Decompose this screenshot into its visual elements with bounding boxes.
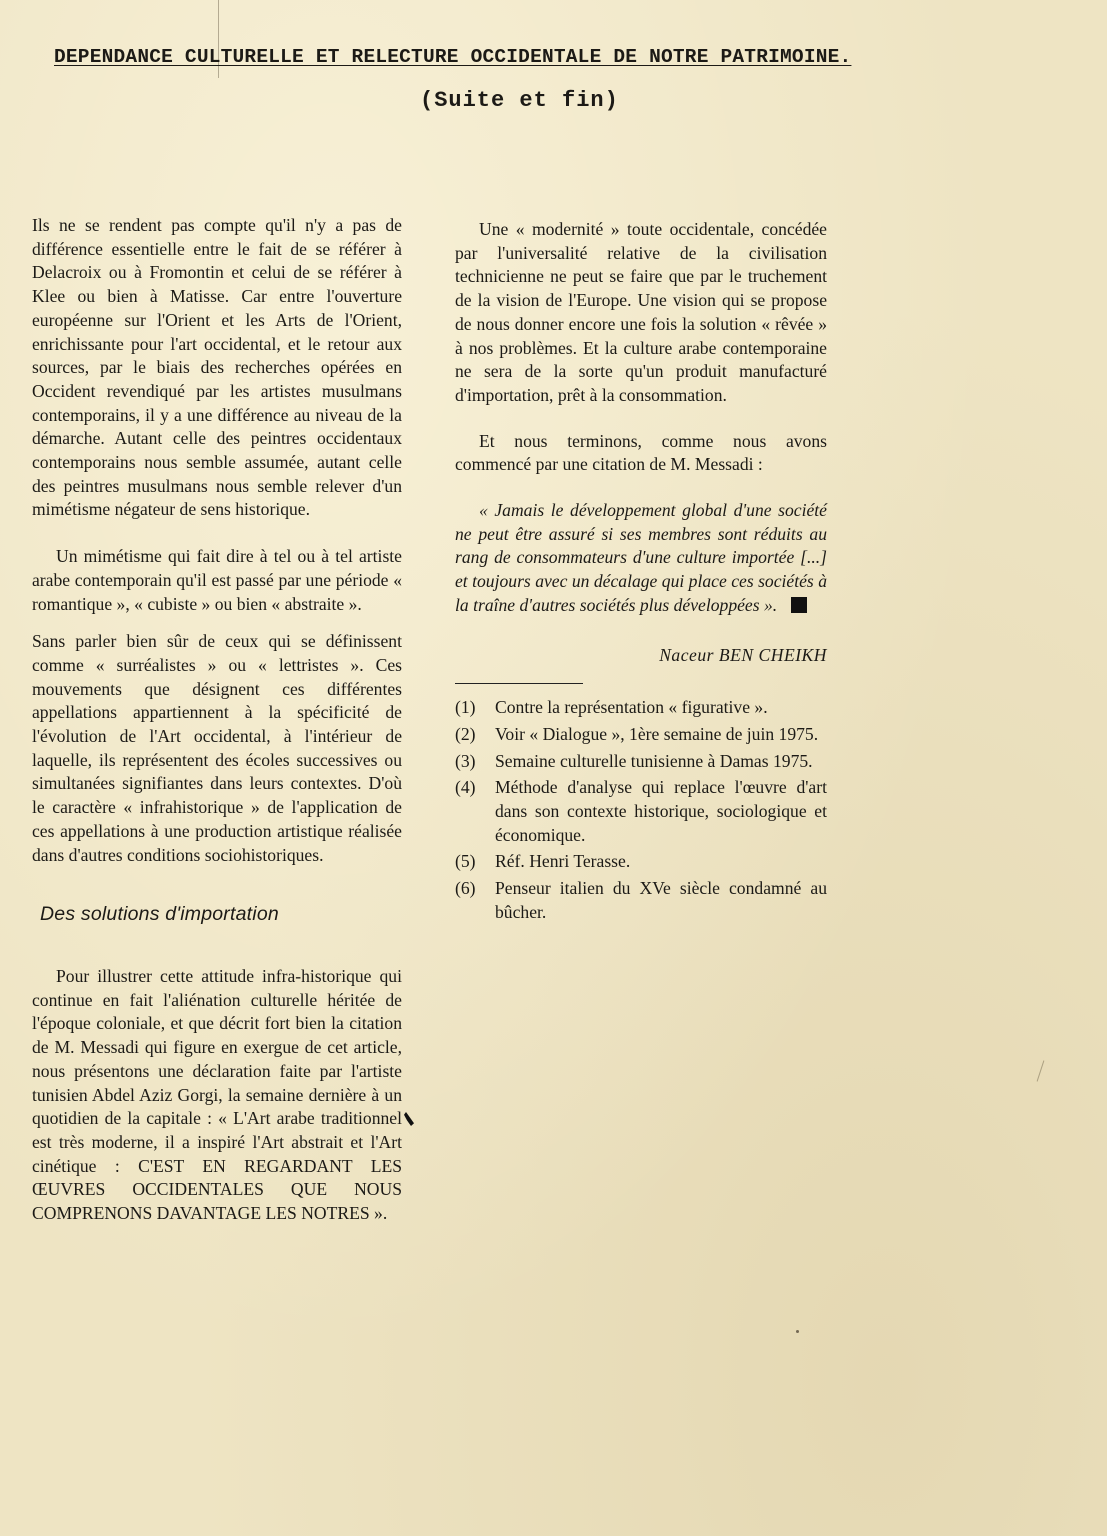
footnote-text: Réf. Henri Terasse. <box>495 851 631 872</box>
footnote-number: (3) <box>455 750 476 771</box>
footnote-item <box>455 877 827 924</box>
left-paragraph-2: Un mimétisme qui fait dire à tel ou à tel artiste arabe contemporain qu'il est passé par une période « romantique », « cubiste » ou bien « abstraite ». <box>32 546 402 614</box>
footnote-text: Semaine culturelle tunisienne à Damas 1975. <box>495 750 813 771</box>
footnote-item <box>455 750 827 774</box>
footnotes-list <box>455 696 827 924</box>
article-subtitle: (Suite et fin) <box>420 88 619 113</box>
ink-speck <box>404 1112 414 1126</box>
footnote-text: Penseur italien du XVe siècle condamné au bûcher. <box>495 878 827 922</box>
right-paragraph-2: Et nous terminons, comme nous avons commencé par une citation de M. Messadi : <box>455 430 827 475</box>
footnote-divider <box>455 683 583 684</box>
footnote-text: Méthode d'analyse qui replace l'œuvre d'art dans son contexte historique, sociologique et économique. <box>495 777 827 845</box>
left-paragraph-3: Sans parler bien sûr de ceux qui se définissent comme « surréalistes » ou « lettristes ». Ces mouvements que désignent ces différentes appellations appartiennent à la spécificité de l'évolution de l'Art occidental, à l'intérieur de laquelle, ils représentent des écoles successives ou simultanées signifiantes dans leurs contextes. D'où le caractère « infrahistorique » de l'application de ces appellations à une production artistique réalisée dans d'autres conditions sociohistoriques. <box>32 631 402 865</box>
footnote-item <box>455 850 827 874</box>
article-title: DEPENDANCE CULTURELLE ET RELECTURE OCCIDENTALE DE NOTRE PATRIMOINE. <box>54 46 852 68</box>
right-column <box>455 218 827 925</box>
footnote-number: (1) <box>455 697 476 718</box>
section-heading: Des solutions d'importation <box>40 903 279 926</box>
paper-dot <box>796 1330 799 1333</box>
paper-scratch <box>1037 1060 1045 1081</box>
left-paragraph-4: Pour illustrer cette attitude infra-historique qui continue en fait l'aliénation culturelle héritée de l'époque coloniale, et que décrit fort bien la citation de M. Messadi qui figure en exergue de cet article, nous présentons une déclaration faite par l'artiste tunisien Abdel Aziz Gorgi, la semaine dernière à un quotidien de la capitale : « L'Art arabe traditionnel est très moderne, il a inspiré l'Art abstrait et l'Art cinétique : C'EST EN REGARDANT LES ŒUVRES OCCIDENTALES QUE NOUS COMPRENONS DAVANTAGE LES NOTRES ». <box>32 965 402 1224</box>
author-signature: Naceur BEN CHEIKH <box>659 644 827 665</box>
footnote-number: (6) <box>455 878 476 899</box>
end-of-article-mark <box>791 597 807 613</box>
footnote-number: (4) <box>455 777 476 798</box>
left-column <box>32 214 402 1226</box>
footnote-text: Contre la représentation « figurative ». <box>495 697 768 718</box>
closing-quote <box>455 499 827 618</box>
footnote-number: (5) <box>455 851 476 872</box>
footnote-item <box>455 776 827 847</box>
footnote-item <box>455 723 827 747</box>
right-paragraph-1: Une « modernité » toute occidentale, concédée par l'universalité relative de la civilisation technicienne ne peut se faire que par le truchement de la vision de l'Europe. Une vision qui se propose de nous donner encore une fois la solution « rêvée » à nos problèmes. Et la culture arabe contemporaine ne sera de la sorte qu'un produit manufacturé d'importation, prêt à la consommation. <box>455 219 827 405</box>
footnote-item <box>455 696 827 720</box>
footnote-text: Voir « Dialogue », 1ère semaine de juin 1975. <box>495 723 819 744</box>
left-paragraph-1: Ils ne se rendent pas compte qu'il n'y a pas de différence essentielle entre le fait de se référer à Delacroix ou à Fromontin et celui de se référer à Klee ou bien à Matisse. Car entre l'ouverture européenne sur l'Orient et les Arts de l'Orient, enrichissante pour l'art occidental, et le retour aux sources, par le biais des recherches opérées en Occident revendiqué par les artistes musulmans contemporains, il y a une différence au niveau de la démarche. Autant celle des peintres occidentaux contemporains nous semble assumée, autant celle des peintres musulmans nous semble relever d'un mimétisme négateur de sens historique. <box>32 215 402 520</box>
footnote-number: (2) <box>455 723 476 744</box>
closing-quote-text: « Jamais le développement global d'une société ne peut être assuré si ses membres sont réduits au rang de consommateurs d'une culture importée [...] et toujours avec un décalage qui place ces sociétés à la traîne d'autres sociétés plus développées ». <box>455 500 827 615</box>
